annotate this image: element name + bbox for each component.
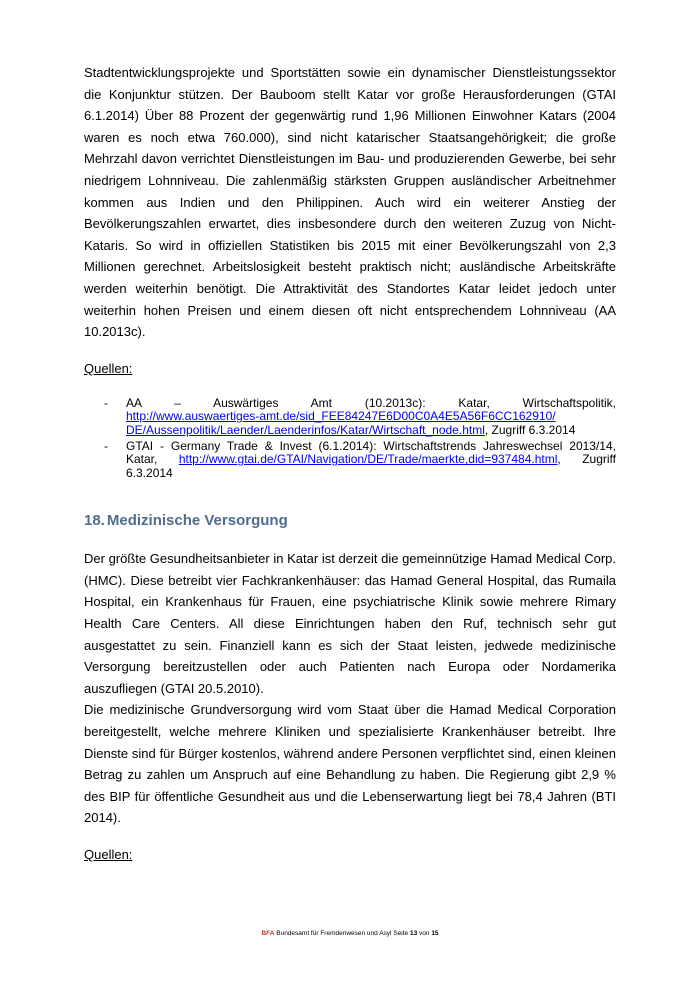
source-link[interactable]: http://www.gtai.de/GTAI/Navigation/DE/Trade/maerkte,did=937484.html: [178, 452, 558, 467]
source-text: AA – Auswärtiges Amt (10.2013c): Katar, Wirtschaftspolitik,: [126, 395, 616, 410]
footer-page-total: 15: [431, 930, 439, 937]
source-text: GTAI - Germany Trade & Invest (6.1.2014): Wirtschaftstrends Jahreswechsel 2013/14, Katar,: [126, 438, 616, 467]
source-link[interactable]: http://www.auswaertiges-amt.de/sid_FEE84247E6D00C0A4E5A56F6CC162910/ DE/Aussenpolitik/Laender/Laenderinfos/Katar/Wirtschaft_node.html: [126, 409, 556, 437]
section-number: 18.: [84, 512, 105, 530]
footer-page-number: 13: [409, 930, 418, 937]
list-dash: -: [104, 438, 108, 453]
body-paragraph: Der größte Gesundheitsanbieter in Katar ist derzeit die gemeinnützige Hamad Medical Corp. (HMC). Diese betreibt vier Fachkrankenhäuser: das Hamad General Hospital, das Rumaila Hospital, ein Krankenhaus für Frauen, eine psychiatrische Klinik sowie mehrere Rimary Health Care Centers. All diese Einrichtungen haben den Ruf, technisch sehr gut ausgestattet zu sein. Finanziell kann es sich der Staat leisten, jedwede medizinische Versorgung bereitzustellen oder auch Patienten nach Europa oder Nordamerika auszufliegen (GTAI 20.5.2010).: [84, 551, 616, 696]
page-footer: [0, 930, 700, 937]
source-suffix: , Zugriff 6.3.2014: [484, 422, 576, 437]
body-paragraph: Die medizinische Grundversorgung wird vom Staat über die Hamad Medical Corporation bereitgestellt, welche mehrere Kliniken und spezialisierte Krankenhäuser betreibt. Ihre Dienste sind für Bürger kostenlos, während andere Personen verpflichtet sind, einen kleinen Betrag zu zahlen um Anspruch auf eine Behandlung zu haben. Die Regierung gibt 2,9 % des BIP für öffentliche Gesundheit aus und die Lebenserwartung liegt bei 78,4 Jahren (BTI 2014).: [84, 702, 616, 826]
section-title: Medizinische Versorgung: [106, 512, 288, 530]
sources-list: [84, 397, 616, 481]
sources-heading: Quellen:: [84, 360, 133, 376]
sources-heading: Quellen:: [84, 847, 133, 862]
list-dash: -: [104, 395, 108, 410]
section-heading: [84, 512, 616, 530]
source-item: [84, 440, 616, 481]
footer-brand: BFA: [261, 930, 275, 937]
footer-page-word: Seite: [393, 930, 409, 937]
source-suffix: , Zugriff 6.3.2014: [126, 452, 616, 480]
document-page: [84, 62, 616, 883]
footer-of-word: von: [419, 930, 430, 937]
footer-org: Bundesamt für Fremdenwesen und Asyl: [276, 930, 392, 937]
source-item: [84, 397, 616, 438]
body-paragraph: Stadtentwicklungsprojekte und Sportstätten sowie ein dynamischer Dienstleistungssektor die Konjunktur stützen. Der Bauboom stellt Katar vor große Herausforderungen (GTAI 6.1.2014) Über 88 Prozent der gegenwärtig rund 1,96 Millionen Einwohner Katars (2004 waren es noch etwa 760.000), sind nicht katarischer Staatsangehörigkeit; die große Mehrzahl davon verrichtet Dienstleistungen im Bau- und produzierenden Gewerbe, bei sehr niedrigem Lohnniveau. Die zahlenmäßig stärksten Gruppen ausländischer Arbeitnehmer kommen aus Indien und den Philippinen. Auch wird ein weiterer Anstieg der Bevölkerungszahlen erwartet, dies insbesondere durch den weiteren Zuzug von Nicht- Kataris. So wird in offiziellen Statistiken bis 2015 mit einer Bevölkerungszahl von 2,3 Millionen gerechnet. Arbeitslosigkeit besteht praktisch nicht; ausländische Arbeitskräfte werden weiterhin benötigt. Die Attraktivität des Standortes Katar leidet jedoch unter weiterhin hohen Preisen und einem diesen oft nicht entsprechendem Lohnniveau (AA 10.2013c).: [84, 65, 616, 340]
